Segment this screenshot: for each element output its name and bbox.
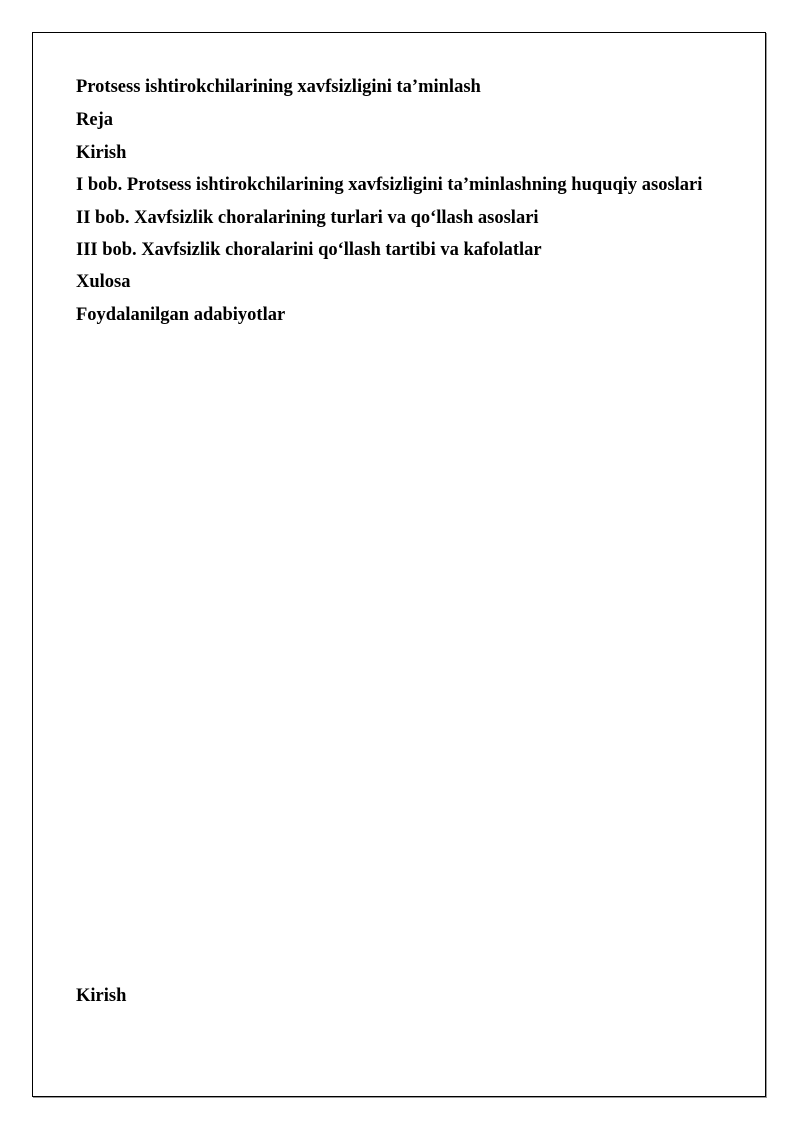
plan-heading: Reja (76, 110, 113, 130)
document-title: Protsess ishtirokchilarining xavfsizligini ta’minlash (76, 77, 481, 97)
toc-item-chapter-3: III bob. Xavfsizlik choralarini qo‘llash tartibi va kafolatlar (76, 240, 542, 260)
section-heading: Kirish (76, 986, 127, 1006)
toc-item-conclusion: Xulosa (76, 272, 131, 292)
toc-item-introduction: Kirish (76, 143, 127, 163)
toc-item-references: Foydalanilgan adabiyotlar (76, 305, 286, 325)
toc-item-chapter-2: II bob. Xavfsizlik choralarining turlari va qo‘llash asoslari (76, 208, 539, 228)
toc-item-chapter-1: I bob. Protsess ishtirokchilarining xavfsizligini ta’minlashning huquqiy asoslari (76, 175, 703, 195)
